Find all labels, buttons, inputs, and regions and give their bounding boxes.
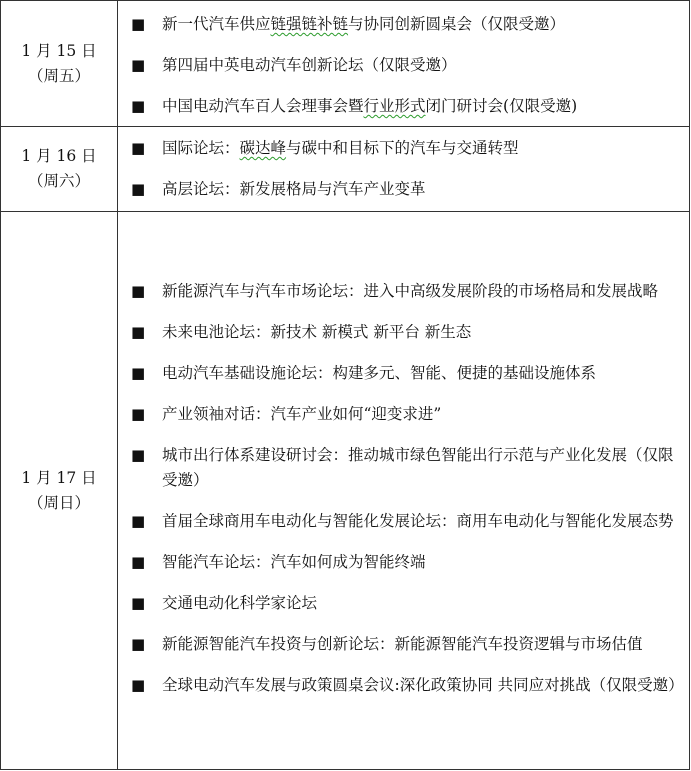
day-row: [1, 212, 690, 770]
event-item: [118, 402, 689, 427]
weekday-label: （周五）: [27, 66, 90, 85]
date-label: 1 月 17 日: [21, 468, 97, 487]
event-item: [118, 591, 689, 616]
bullet-icon: ■: [131, 180, 146, 198]
event-title: 产业领袖对话：汽车产业如何“迎变求进”: [162, 405, 442, 423]
bullet-icon: ■: [131, 405, 146, 423]
events-cell: [118, 127, 690, 212]
event-list: [118, 136, 689, 202]
bullet-icon: ■: [131, 56, 146, 74]
event-title: 新能源汽车与汽车市场论坛：进入中高级发展阶段的市场格局和发展战略: [162, 282, 659, 300]
event-item: [118, 509, 689, 534]
event-item: [118, 53, 689, 78]
event-list: [118, 277, 689, 704]
event-title: 全球电动汽车发展与政策圆桌会议:深化政策协同 共同应对挑战（仅限受邀）: [162, 676, 684, 694]
event-title: 电动汽车基础设施论坛：构建多元、智能、便捷的基础设施体系: [162, 364, 597, 382]
event-title: 新一代汽车供应链强链补链与协同创新圆桌会（仅限受邀）: [162, 15, 566, 33]
date-label: 1 月 16 日: [21, 147, 97, 165]
event-item: [118, 632, 689, 657]
event-title: 国际论坛：碳达峰与碳中和目标下的汽车与交通转型: [162, 139, 519, 157]
bullet-icon: ■: [131, 676, 146, 694]
bullet-icon: ■: [131, 15, 146, 33]
event-title: 城市出行体系建设研讨会：推动城市绿色智能出行示范与产业化发展（仅限受邀）: [162, 446, 674, 489]
bullet-icon: ■: [131, 323, 146, 341]
events-cell: [118, 1, 690, 127]
weekday-label: （周日）: [27, 493, 90, 512]
event-item: [118, 443, 689, 493]
day-row: [1, 127, 690, 212]
event-item: [118, 673, 689, 698]
bullet-icon: ■: [131, 594, 146, 612]
date-label: 1 月 15 日: [21, 41, 97, 60]
event-title: 交通电动化科学家论坛: [162, 594, 318, 612]
event-title: 高层论坛：新发展格局与汽车产业变革: [162, 180, 426, 198]
bullet-icon: ■: [131, 446, 146, 464]
event-item: [118, 361, 689, 386]
bullet-icon: ■: [131, 97, 146, 115]
event-item: [118, 136, 689, 161]
bullet-icon: ■: [131, 364, 146, 382]
event-title: 新能源智能汽车投资与创新论坛：新能源智能汽车投资逻辑与市场估值: [162, 635, 643, 653]
event-title: 智能汽车论坛：汽车如何成为智能终端: [162, 553, 426, 571]
date-cell: [1, 1, 118, 127]
day-row: [1, 1, 690, 127]
bullet-icon: ■: [131, 139, 146, 157]
event-item: [118, 320, 689, 345]
date-cell: [1, 127, 118, 212]
event-item: [118, 94, 689, 119]
event-title: 第四届中英电动汽车创新论坛（仅限受邀）: [162, 56, 457, 74]
bullet-icon: ■: [131, 512, 146, 530]
event-item: [118, 279, 689, 304]
events-cell: [118, 212, 690, 770]
bullet-icon: ■: [131, 282, 146, 300]
event-title: 未来电池论坛：新技术 新模式 新平台 新生态: [162, 323, 472, 341]
date-cell: [1, 212, 118, 770]
weekday-label: （周六）: [27, 172, 90, 190]
bullet-icon: ■: [131, 553, 146, 571]
event-item: [118, 550, 689, 575]
event-item: [118, 177, 689, 202]
event-list: [118, 8, 689, 119]
event-title: 中国电动汽车百人会理事会暨行业形式闭门研讨会(仅限受邀): [162, 97, 578, 115]
event-title: 首届全球商用车电动化与智能化发展论坛：商用车电动化与智能化发展态势: [162, 512, 674, 530]
event-item: [118, 12, 689, 37]
bullet-icon: ■: [131, 635, 146, 653]
